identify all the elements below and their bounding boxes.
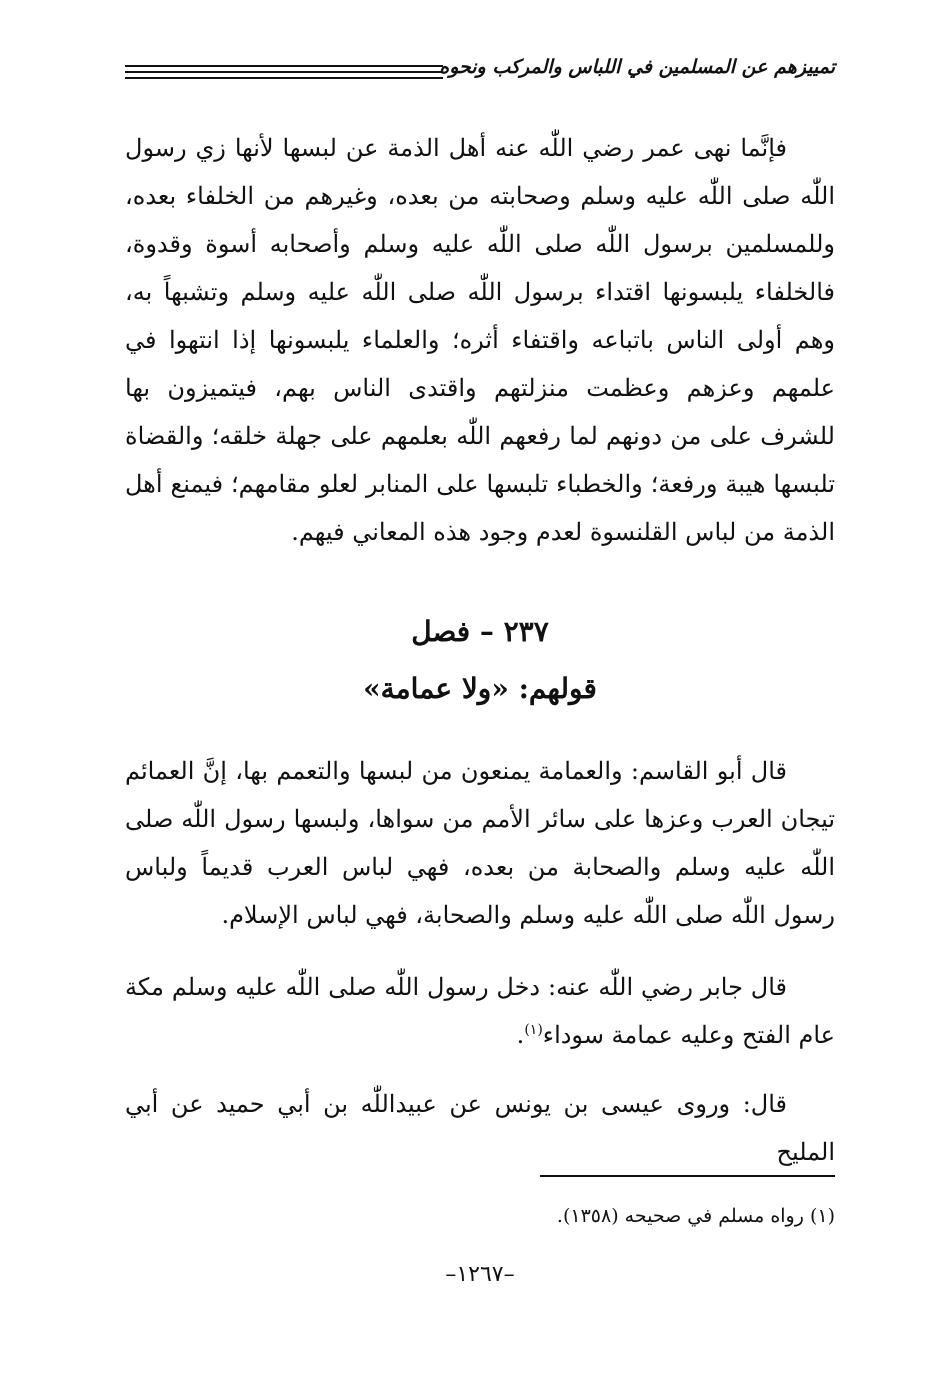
body-paragraph: قال أبو القاسم: والعمامة يمنعون من لبسها والتعمم بها، إنَّ العمائم تيجان العرب وعزها على سائر الأمم من سواها، ولبسها رسول اللّٰه صلى اللّٰه عليه وسلم والصحابة من بعده، فهي لباس العرب قديماً ولباس رسول اللّٰه صلى اللّٰه عليه وسلم والصحابة، فهي لباس الإسلام. <box>125 757 835 929</box>
body-paragraph: فإنَّما نهى عمر رضي اللّٰه عنه أهل الذمة عن لبسها لأنها زي رسول اللّٰه صلى اللّٰه عليه وسلم وصحابته من بعده، وغيرهم من الخلفاء بعده، وللمسلمين برسول اللّٰه صلى اللّٰه عليه وسلم وأصحابه أسوة وقدوة، فالخلفاء يلبسونها اقتداء برسول اللّٰه صلى اللّٰه عليه وسلم وتشبهاً به، وهم أولى الناس باتباعه واقتفاء أثره؛ والعلماء يلبسونها إذا انتهوا في علمهم وعزهم وعظمت منزلتهم واقتدى الناس بهم، فيتميزون بها للشرف على من دونهم لما رفعهم اللّٰه بعلمهم على جهلة خلقه؛ والقضاة تلبسها هيبة ورفعة؛ والخطباء تلبسها على المنابر لعلو مقامهم؛ فيمنع أهل الذمة من لباس القلنسوة لعدم وجود هذه المعاني فيهم. <box>125 134 835 546</box>
footnote: (١) رواه مسلم في صحيحه (١٣٥٨). <box>556 1205 835 1227</box>
paragraph-end: . <box>516 1021 525 1049</box>
header-rule <box>125 71 443 73</box>
header-rule <box>125 77 443 79</box>
section-number: ٢٣٧ – فصل <box>411 615 549 648</box>
page-number: –١٢٦٧– <box>445 1262 515 1287</box>
footnote-reference[interactable]: (١) <box>524 1022 543 1038</box>
section-subtitle: قولهم: «ولا عمامة» <box>363 672 597 705</box>
paragraph-text: قال جابر رضي اللّٰه عنه: دخل رسول اللّٰه صلى اللّٰه عليه وسلم مكة عام الفتح وعليه عمامة سوداء <box>125 973 835 1049</box>
running-title: تمييزهم عن المسلمين في اللباس والمركب ونحوه <box>439 56 835 78</box>
body-paragraph <box>125 963 835 1059</box>
footnote-separator <box>540 1175 835 1177</box>
page-header <box>125 52 835 92</box>
body-paragraph: قال: وروى عيسى بن يونس عن عبيداللّٰه بن أبي حميد عن أبي المليح <box>125 1090 835 1166</box>
header-rule <box>125 65 443 67</box>
